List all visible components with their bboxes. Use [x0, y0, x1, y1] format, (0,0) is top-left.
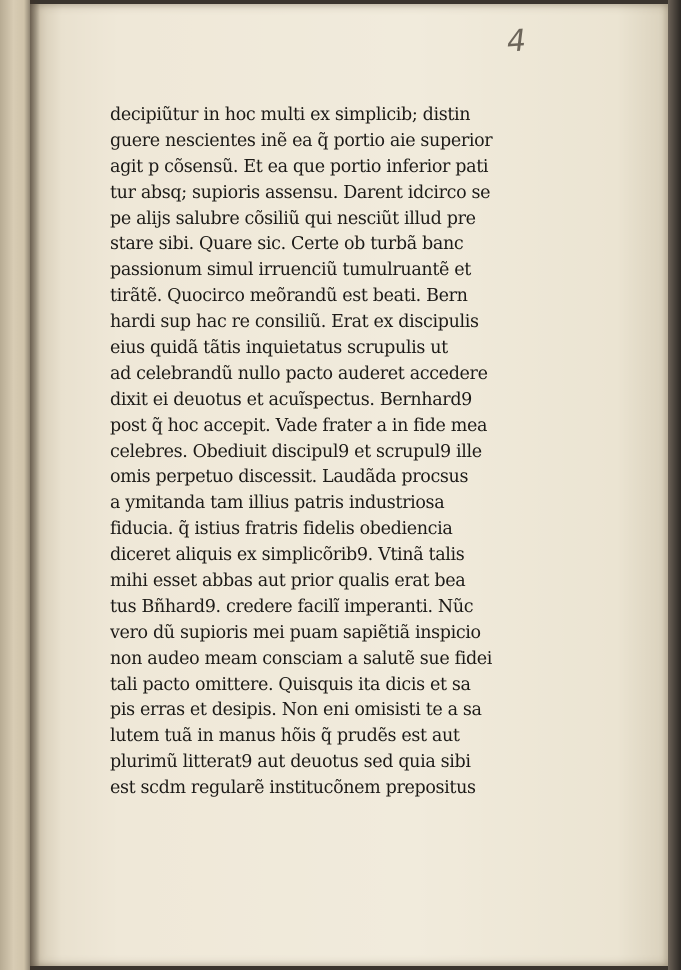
- text-line: tirãtẽ. Quocirco meõrandũ est beati. Bern: [110, 286, 468, 307]
- text-line: guere nescientes inẽ ea q̃ portio aie superior: [110, 130, 493, 151]
- text-line: est scdm regularẽ institucõnem prepositus: [110, 778, 476, 799]
- page-edge-right: [668, 0, 681, 970]
- text-line: ad celebrandũ nullo pacto auderet accedere: [110, 363, 488, 384]
- text-line: hardi sup hac re consiliũ. Erat ex discipulis: [110, 312, 479, 333]
- text-line: pe alijs salubre cõsiliũ qui nesciũt illud pre: [110, 208, 476, 229]
- text-line: tur absq; supioris assensu. Darent idcirco se: [110, 182, 491, 203]
- text-line: stare sibi. Quare sic. Certe ob turbã banc: [110, 234, 464, 255]
- text-block: [110, 103, 520, 802]
- text-line: post q̃ hoc accepit. Vade frater a in fide mea: [110, 415, 488, 436]
- text-line: fiducia. q̃ istius fratris fidelis obediencia: [110, 519, 453, 540]
- text-line: agit p cõsensũ. Et ea que portio inferior pati: [110, 156, 489, 177]
- text-line: eius quidã tãtis inquietatus scrupulis ut: [110, 338, 448, 359]
- text-line: passionum simul irruenciũ tumulruantẽ et: [110, 260, 471, 281]
- text-line: tali pacto omittere. Quisquis ita dicis et sa: [110, 674, 471, 695]
- text-line: vero dũ supioris mei puam sapiẽtiã inspicio: [110, 622, 481, 643]
- verso-page-edge: [0, 0, 30, 970]
- text-line: celebres. Obediuit discipul9 et scrupul9 ille: [110, 441, 482, 462]
- text-line: tus Bñhard9. credere facilĩ imperanti. Nũc: [110, 596, 474, 617]
- text-line: decipiũtur in hoc multi ex simplicib; distin: [110, 105, 471, 125]
- text-line: mihi esset abbas aut prior qualis erat bea: [110, 571, 466, 592]
- text-line: a ymitanda tam illius patris industriosa: [110, 493, 445, 514]
- text-line: non audeo meam consciam a salutẽ sue fidei: [110, 648, 493, 669]
- text-line: dixit ei deuotus et acuĩspectus. Bernhard9: [110, 389, 472, 410]
- text-line: plurimũ litterat9 aut deuotus sed quia sibi: [110, 752, 471, 773]
- text-line: lutem tuã in manus hõis q̃ prudẽs est aut: [110, 726, 460, 747]
- text-line: pis erras et desipis. Non eni omisisti te a sa: [110, 700, 482, 721]
- gutter-shadow: [30, 0, 40, 970]
- folio-number: 4: [505, 23, 528, 60]
- text-line: diceret aliquis ex simplicõrib9. Vtinã talis: [110, 545, 465, 566]
- text-line: omis perpetuo discessit. Laudãda procsus: [110, 467, 469, 488]
